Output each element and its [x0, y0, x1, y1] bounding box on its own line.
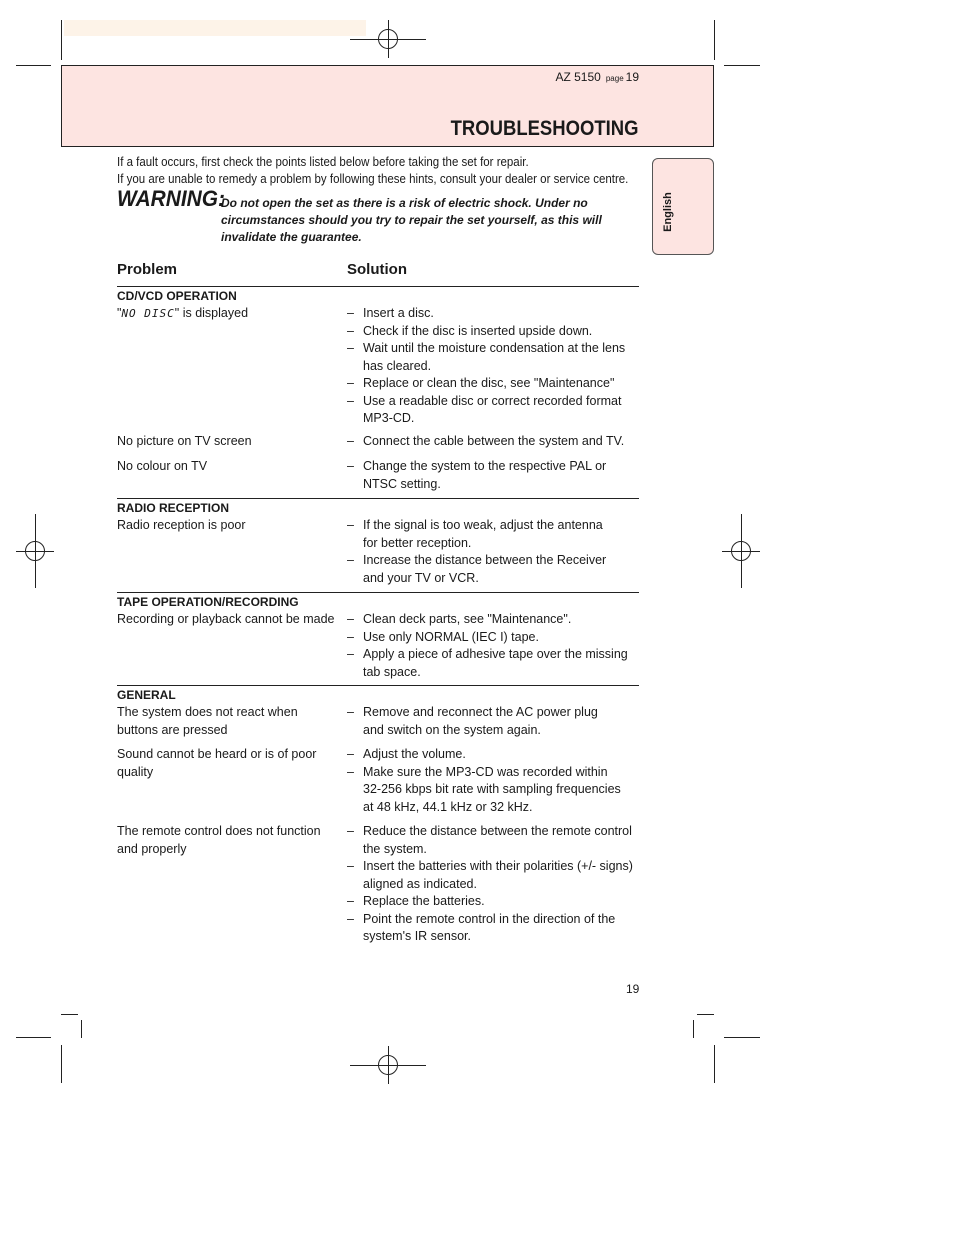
solution-item [347, 305, 642, 323]
solution-item [347, 823, 637, 858]
dash-glyph: – [347, 824, 354, 838]
solution-list [347, 704, 622, 739]
solution-text: Clean deck parts, see "Maintenance". [363, 612, 572, 626]
dash-glyph: – [347, 323, 354, 338]
solution-list [347, 433, 642, 451]
solution-text: Reduce the distance between the remote control the system. [363, 824, 632, 856]
registration-mark [388, 20, 389, 58]
solution-text: Use only NORMAL (IEC I) tape. [363, 629, 539, 644]
section-divider [117, 592, 639, 593]
dash-glyph: – [347, 376, 354, 390]
page-title: TROUBLESHOOTING [450, 117, 638, 140]
problem-text: The system does not react when buttons are pressed [117, 705, 298, 737]
model-line [555, 70, 639, 84]
intro-line-2: If you are unable to remedy a problem by following these hints, consult your dealer or service centre. [117, 172, 629, 186]
solution-text: Adjust the volume. [363, 747, 466, 761]
solution-text: Apply a piece of adhesive tape over the missing tab space. [363, 647, 628, 679]
language-tab-label: English [662, 192, 674, 232]
solution-item [347, 764, 622, 817]
dash-glyph: – [347, 911, 354, 926]
solution-list [347, 746, 622, 816]
page-number: 19 [626, 982, 640, 996]
solution-item [347, 893, 637, 911]
problem-text: No picture on TV screen [117, 434, 252, 448]
solution-text: Point the remote control in the direction of the system's IR sensor. [363, 911, 616, 943]
solution-item [347, 646, 632, 681]
header-tint [64, 20, 366, 36]
dash-glyph: – [347, 612, 354, 626]
solution-text: Increase the distance between the Receiver and your TV or VCR. [363, 553, 607, 585]
solution-text: Check if the disc is inserted upside down. [363, 323, 593, 338]
problem-text: Sound cannot be heard or is of poor quality [117, 747, 317, 779]
solution-text: Replace or clean the disc, see "Maintenance" [363, 376, 615, 390]
page-word: page [605, 74, 624, 83]
dash-glyph: – [347, 859, 354, 873]
registration-mark [35, 514, 36, 588]
problem-text: Recording or playback cannot be made [117, 612, 335, 626]
solution-item [347, 393, 623, 428]
dash-glyph: – [347, 553, 354, 567]
display-readout: NO DISC [121, 307, 175, 320]
crop-mark [61, 1045, 62, 1083]
problem-text: No colour on TV [117, 459, 208, 473]
solution-list [347, 305, 642, 428]
solution-item [347, 858, 637, 893]
solution-list [347, 517, 609, 587]
registration-mark [388, 1046, 389, 1084]
dash-glyph: – [347, 341, 354, 355]
column-heading-problem: Problem [117, 261, 178, 278]
warning-text: Do not open the set as there is a risk of electric shock. Under no circumstances should you try to repair the set yourself, as this will invalidate the guarantee. [221, 196, 602, 244]
dash-glyph: – [347, 459, 354, 473]
problem-text: "NO DISC" is displayed [117, 306, 249, 320]
problem-suffix: is displayed [179, 306, 249, 320]
solution-text: Wait until the moisture condensation at the lens has cleared. [363, 341, 626, 373]
solution-item [347, 375, 642, 393]
solution-list [347, 823, 637, 946]
solution-text: If the signal is too weak, adjust the antenna for better reception. [363, 518, 603, 550]
intro-line-1: If a fault occurs, first check the points listed below before taking the set for repair. [117, 155, 529, 169]
crop-mark [61, 1014, 78, 1015]
header-page-number: 19 [625, 70, 639, 84]
dash-glyph: – [347, 434, 354, 448]
crop-mark [724, 1037, 760, 1038]
solution-item [347, 458, 607, 493]
solution-item [347, 746, 622, 764]
section-title-cd-vcd: CD/VCD OPERATION [117, 289, 237, 303]
dash-glyph: – [347, 393, 354, 408]
dash-glyph: – [347, 518, 354, 532]
solution-item [347, 552, 609, 587]
dash-glyph: – [347, 647, 354, 661]
solution-item [347, 911, 637, 946]
dash-glyph: – [347, 747, 354, 761]
warning-label: WARNING: [117, 186, 225, 211]
crop-mark [714, 1045, 715, 1083]
crop-mark [81, 1020, 82, 1038]
solution-item [347, 611, 632, 629]
section-divider [117, 498, 639, 499]
problem-text: The remote control does not function and properly [117, 824, 321, 856]
crop-mark [16, 65, 51, 66]
section-title-radio: RADIO RECEPTION [117, 501, 230, 515]
section-title-tape: TAPE OPERATION/RECORDING [117, 595, 299, 609]
solution-text: Remove and reconnect the AC power plug and switch on the system again. [363, 705, 598, 737]
column-heading-solution: Solution [347, 261, 407, 278]
crop-mark [61, 20, 62, 60]
solution-item [347, 704, 622, 739]
section-divider [117, 286, 639, 287]
solution-text: Insert a disc. [363, 306, 434, 320]
dash-glyph: – [347, 894, 354, 908]
solution-list [347, 458, 607, 493]
dash-glyph: – [347, 629, 354, 644]
crop-mark [693, 1020, 694, 1038]
solution-text: Insert the batteries with their polarities (+/- signs) aligned as indicated. [363, 859, 633, 891]
crop-mark [697, 1014, 714, 1015]
dash-glyph: – [347, 306, 354, 320]
solution-text: Replace the batteries. [363, 894, 485, 908]
solution-text: Change the system to the respective PAL or NTSC setting. [363, 459, 607, 491]
crop-mark [724, 65, 760, 66]
problem-text: Radio reception is poor [117, 518, 246, 532]
solution-text: Make sure the MP3-CD was recorded within 32-256 kbps bit rate with sampling frequencies at 48 kHz, 44.1 kHz or 32 kHz. [363, 764, 621, 814]
solution-item [347, 433, 642, 451]
solution-item [347, 340, 642, 375]
dash-glyph: – [347, 764, 354, 779]
solution-text: Use a readable disc or correct recorded format MP3-CD. [363, 393, 622, 425]
section-title-general: GENERAL [117, 688, 176, 702]
solution-item [347, 323, 642, 341]
solution-item [347, 517, 609, 552]
solution-text: Connect the cable between the system and TV. [363, 434, 625, 448]
crop-mark [714, 20, 715, 60]
solution-list [347, 611, 632, 681]
registration-mark [741, 514, 742, 588]
dash-glyph: – [347, 705, 354, 719]
model-name: AZ 5150 [555, 70, 601, 84]
crop-mark [16, 1037, 51, 1038]
section-divider [117, 685, 639, 686]
solution-item [347, 629, 632, 647]
